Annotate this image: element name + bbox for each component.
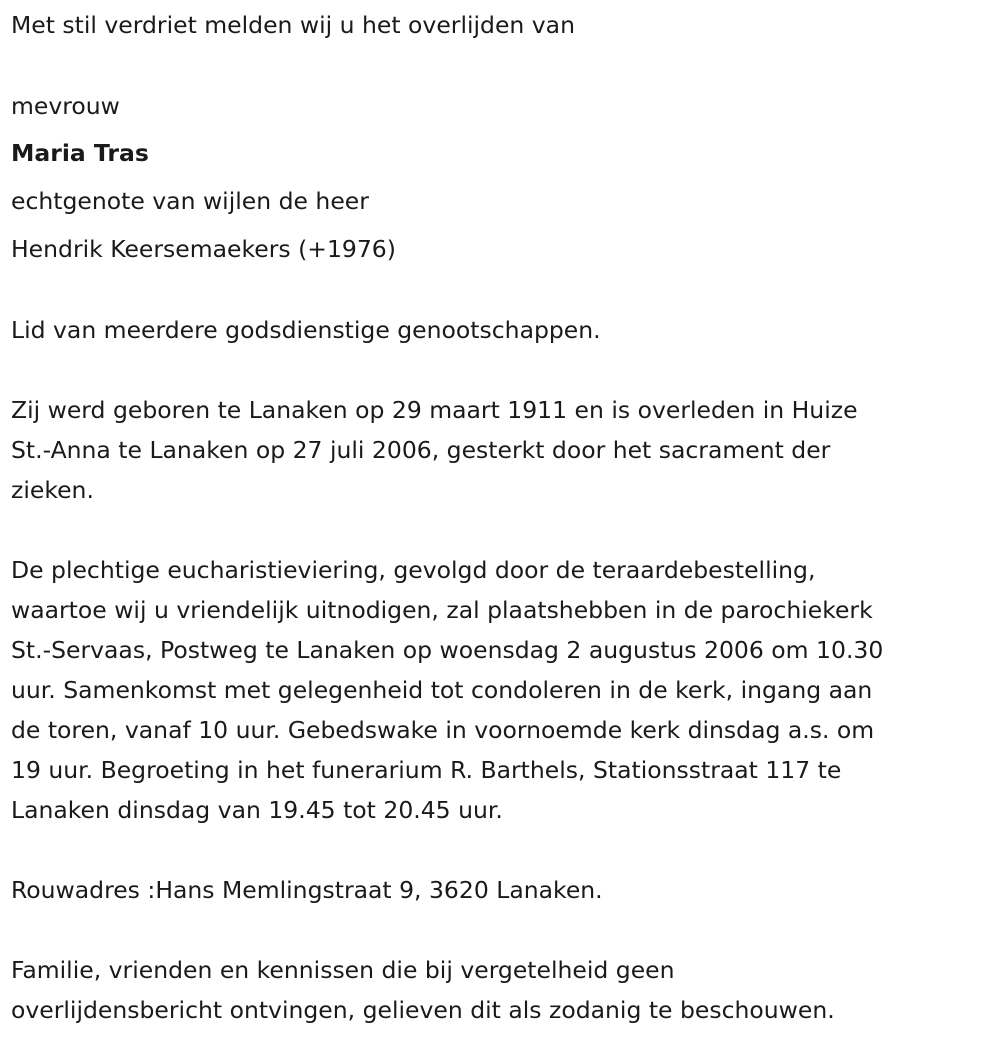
paragraph-line: 19 uur. Begroeting in het funerarium R. Barthels, Stationsstraat 117 te (11, 756, 842, 784)
paragraph-line: de toren, vanaf 10 uur. Gebedswake in voornoemde kerk dinsdag a.s. om (11, 716, 875, 744)
intro-text: Met stil verdriet melden wij u het overlijden van (11, 11, 575, 39)
ceremony-paragraph (11, 550, 992, 830)
paragraph-line: Familie, vrienden en kennissen die bij vergetelheid geen (11, 956, 675, 984)
deceased-name: Maria Tras (11, 139, 149, 167)
spouse-line-2: Hendrik Keersemaekers (+1976) (11, 235, 396, 263)
paragraph-line: St.-Servaas, Postweg te Lanaken op woensdag 2 augustus 2006 om 10.30 (11, 636, 884, 664)
spouse-line-1: echtgenote van wijlen de heer (11, 187, 369, 215)
paragraph-line: St.-Anna te Lanaken op 27 juli 2006, gesterkt door het sacrament der (11, 436, 831, 464)
paragraph-line: De plechtige eucharistieviering, gevolgd door de teraardebestelling, (11, 556, 816, 584)
membership-text: Lid van meerdere godsdienstige genootschappen. (11, 316, 601, 344)
paragraph-line: zieken. (11, 476, 94, 504)
paragraph-line: Zij werd geboren te Lanaken op 29 maart 1911 en is overleden in Huize (11, 396, 858, 424)
paragraph-line: overlijdensbericht ontvingen, gelieven dit als zodanig te beschouwen. (11, 996, 835, 1024)
birth-death-paragraph (11, 390, 992, 510)
paragraph-line: uur. Samenkomst met gelegenheid tot condoleren in de kerk, ingang aan (11, 676, 873, 704)
salutation: mevrouw (11, 92, 120, 120)
mourning-address: Rouwadres :Hans Memlingstraat 9, 3620 Lanaken. (11, 876, 603, 904)
paragraph-line: waartoe wij u vriendelijk uitnodigen, zal plaatshebben in de parochiekerk (11, 596, 873, 624)
paragraph-line: Lanaken dinsdag van 19.45 tot 20.45 uur. (11, 796, 503, 824)
closing-paragraph (11, 950, 992, 1030)
